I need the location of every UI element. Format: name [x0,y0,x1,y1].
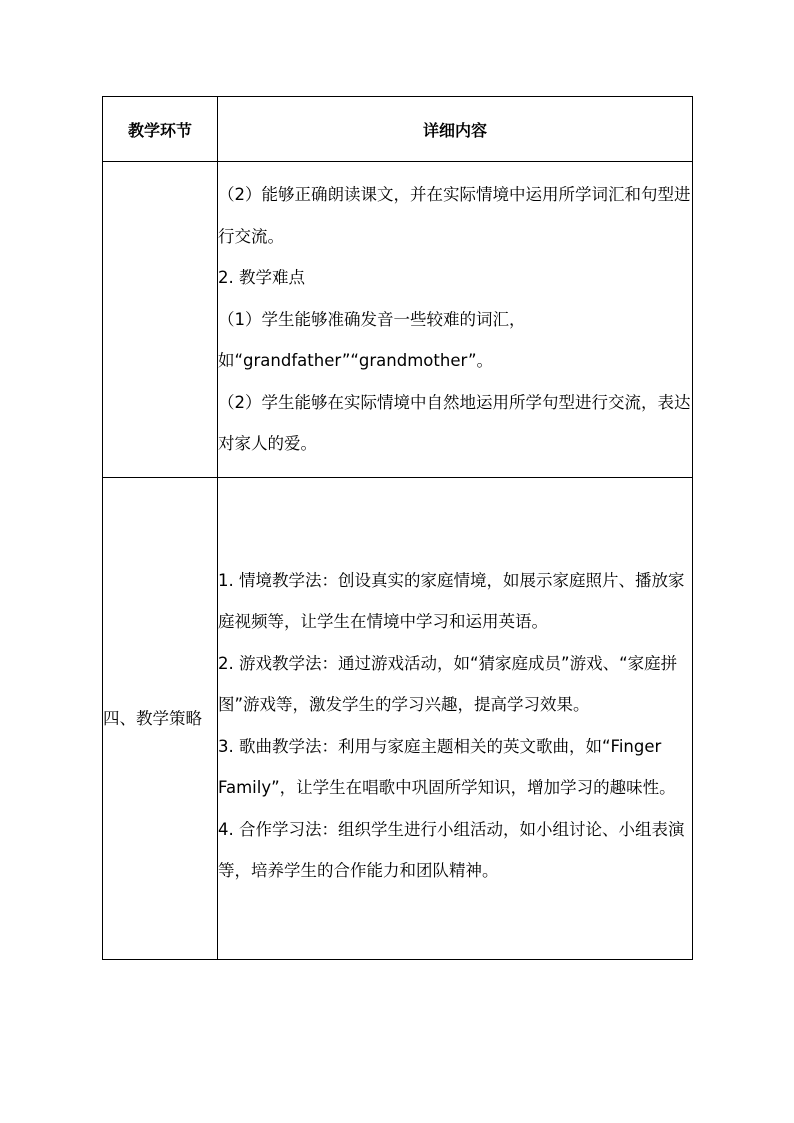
content-paragraph: 2. 教学难点 [218,268,305,288]
content-paragraph: （2）学生能够在实际情境中自然地运用所学句型进行交流，表达对家人的爱。 [218,392,691,454]
content-paragraph: 1. 情境教学法：创设真实的家庭情境，如展示家庭照片、播放家庭视频等，让学生在情境中学习和运用英语。 [218,570,685,631]
content-cell [218,478,693,960]
header-teaching-stage: 教学环节 [103,97,218,162]
table-header-row [103,97,693,162]
content-paragraph: 2. 游戏教学法：通过游戏活动，如“猜家庭成员”游戏、“家庭拼图”游戏等，激发学生的学习兴趣，提高学习效果。 [218,653,678,714]
content-cell [218,162,693,478]
content-paragraph: 3. 歌曲教学法：利用与家庭主题相关的英文歌曲，如“Finger Family”，让学生在唱歌中巩固所学知识，增加学习的趣味性。 [218,736,676,797]
header-detailed-content: 详细内容 [218,97,693,162]
content-paragraph: （1）学生能够准确发音一些较难的词汇，如“grandfather”“grandmother”。 [218,309,526,371]
lesson-plan-table [102,96,693,960]
content-paragraph: 4. 合作学习法：组织学生进行小组活动，如小组讨论、小组表演等，培养学生的合作能力和团队精神。 [218,819,685,880]
stage-label-cell [103,162,218,478]
stage-label-cell: 四、教学策略 [103,478,218,960]
content-paragraph: （2）能够正确朗读课文，并在实际情境中运用所学词汇和句型进行交流。 [218,185,691,246]
table-row [103,162,693,478]
table-row [103,478,693,960]
